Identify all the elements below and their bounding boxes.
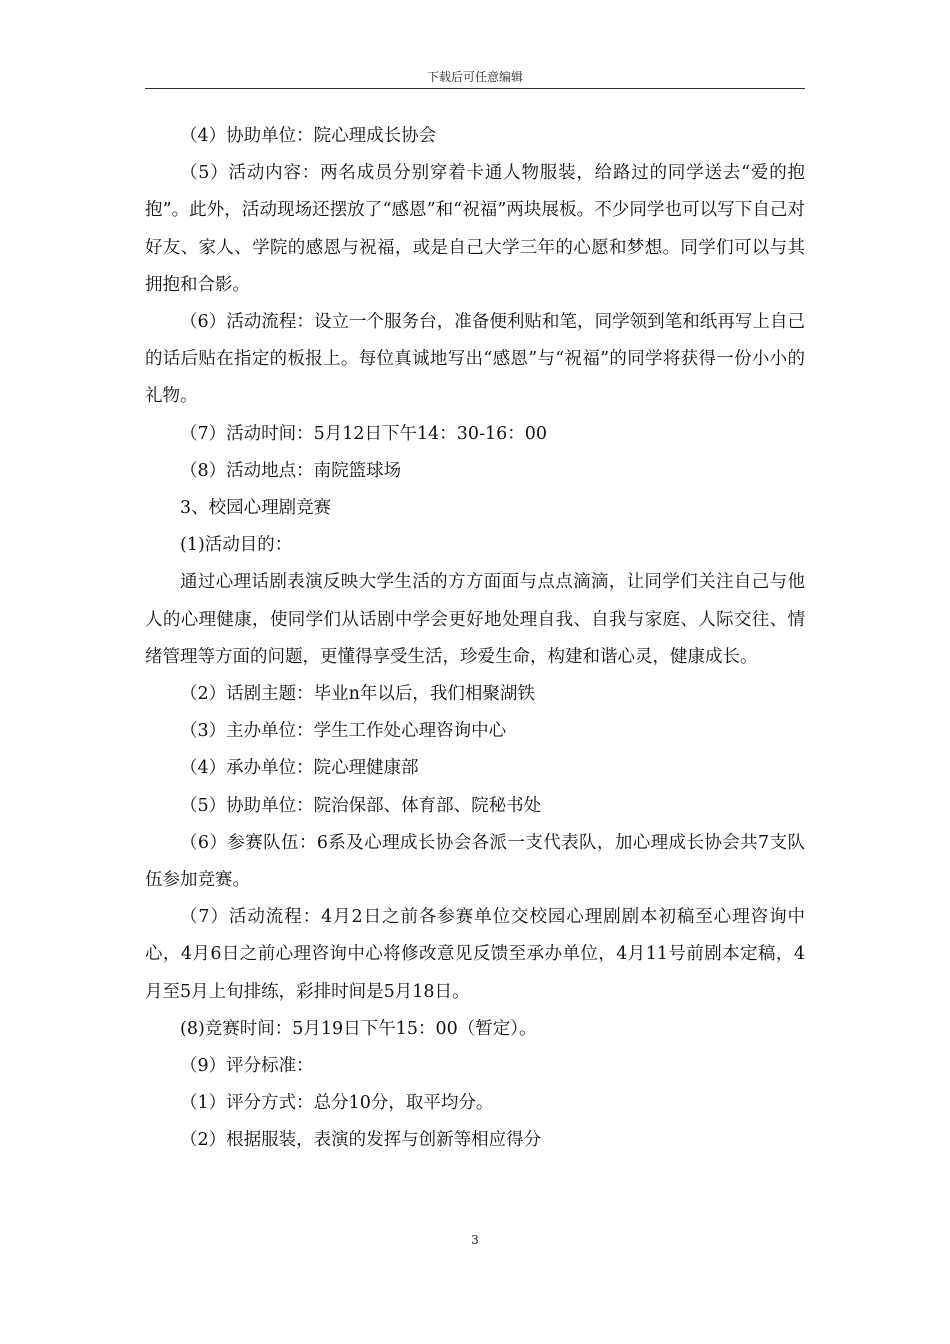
page-header: 下载后可任意编辑 bbox=[426, 70, 523, 84]
paragraph: （2）根据服装，表演的发挥与创新等相应得分 bbox=[180, 1130, 542, 1151]
section-heading: 3、校园心理剧竞赛 bbox=[180, 498, 332, 519]
paragraph: （6）参赛队伍：6系及心理成长协会各派一支代表队，加心理成长协会共7支队伍参加竞赛。 bbox=[145, 832, 805, 891]
paragraph: （8）活动地点：南院篮球场 bbox=[180, 460, 402, 481]
paragraph: （6）活动流程：设立一个服务台，准备便利贴和笔，同学领到笔和纸再写上自己的话后贴在指定的板报上。每位真诚地写出“感恩”与“祝福”的同学将获得一份小小的礼物。 bbox=[145, 312, 805, 407]
paragraph: （1）评分方式：总分10分，取平均分。 bbox=[180, 1093, 494, 1114]
page-number: 3 bbox=[471, 1233, 479, 1247]
paragraph: (8)竞赛时间：5月19日下午15：00（暂定）。 bbox=[180, 1018, 537, 1039]
paragraph: （9）评分标准： bbox=[180, 1056, 314, 1077]
paragraph: （7）活动流程：4月2日之前各参赛单位交校园心理剧剧本初稿至心理咨询中心，4月6日之前心理咨询中心将修改意见反馈至承办单位，4月11号前剧本定稿，4月至5月上旬排练，彩排时间是5月18日。 bbox=[145, 907, 805, 1002]
paragraph: （3）主办单位：学生工作处心理咨询中心 bbox=[180, 721, 507, 742]
paragraph: （4）协助单位：院心理成长协会 bbox=[180, 126, 437, 146]
paragraph: 通过心理话剧表演反映大学生活的方方面面与点点滴滴，让同学们关注自己与他人的心理健康，使同学们从话剧中学会更好地处理自我、自我与家庭、人际交往、情绪管理等方面的问题，更懂得享受生活，珍爱生命，构建和谐心灵，健康成长。 bbox=[145, 572, 805, 667]
paragraph: （5）活动内容：两名成员分别穿着卡通人物服装，给路过的同学送去“爱的抱抱”。此外，活动现场还摆放了“感恩”和“祝福”两块展板。不少同学也可以写下自己对好友、家人、学院的感恩与祝福，或是自己大学三年的心愿和梦想。同学们可以与其拥抱和合影。 bbox=[145, 163, 805, 295]
paragraph: （7）活动时间：5月12日下午14：30-16：00 bbox=[180, 423, 548, 444]
paragraph: （2）话剧主题：毕业n年以后，我们相聚湖铁 bbox=[180, 684, 535, 705]
document-body bbox=[145, 118, 805, 1160]
header-divider bbox=[145, 88, 805, 89]
paragraph: (1)活动目的： bbox=[180, 535, 293, 556]
paragraph: （5）协助单位：院治保部、体育部、院秘书处 bbox=[180, 795, 542, 816]
paragraph: （4）承办单位：院心理健康部 bbox=[180, 758, 419, 779]
